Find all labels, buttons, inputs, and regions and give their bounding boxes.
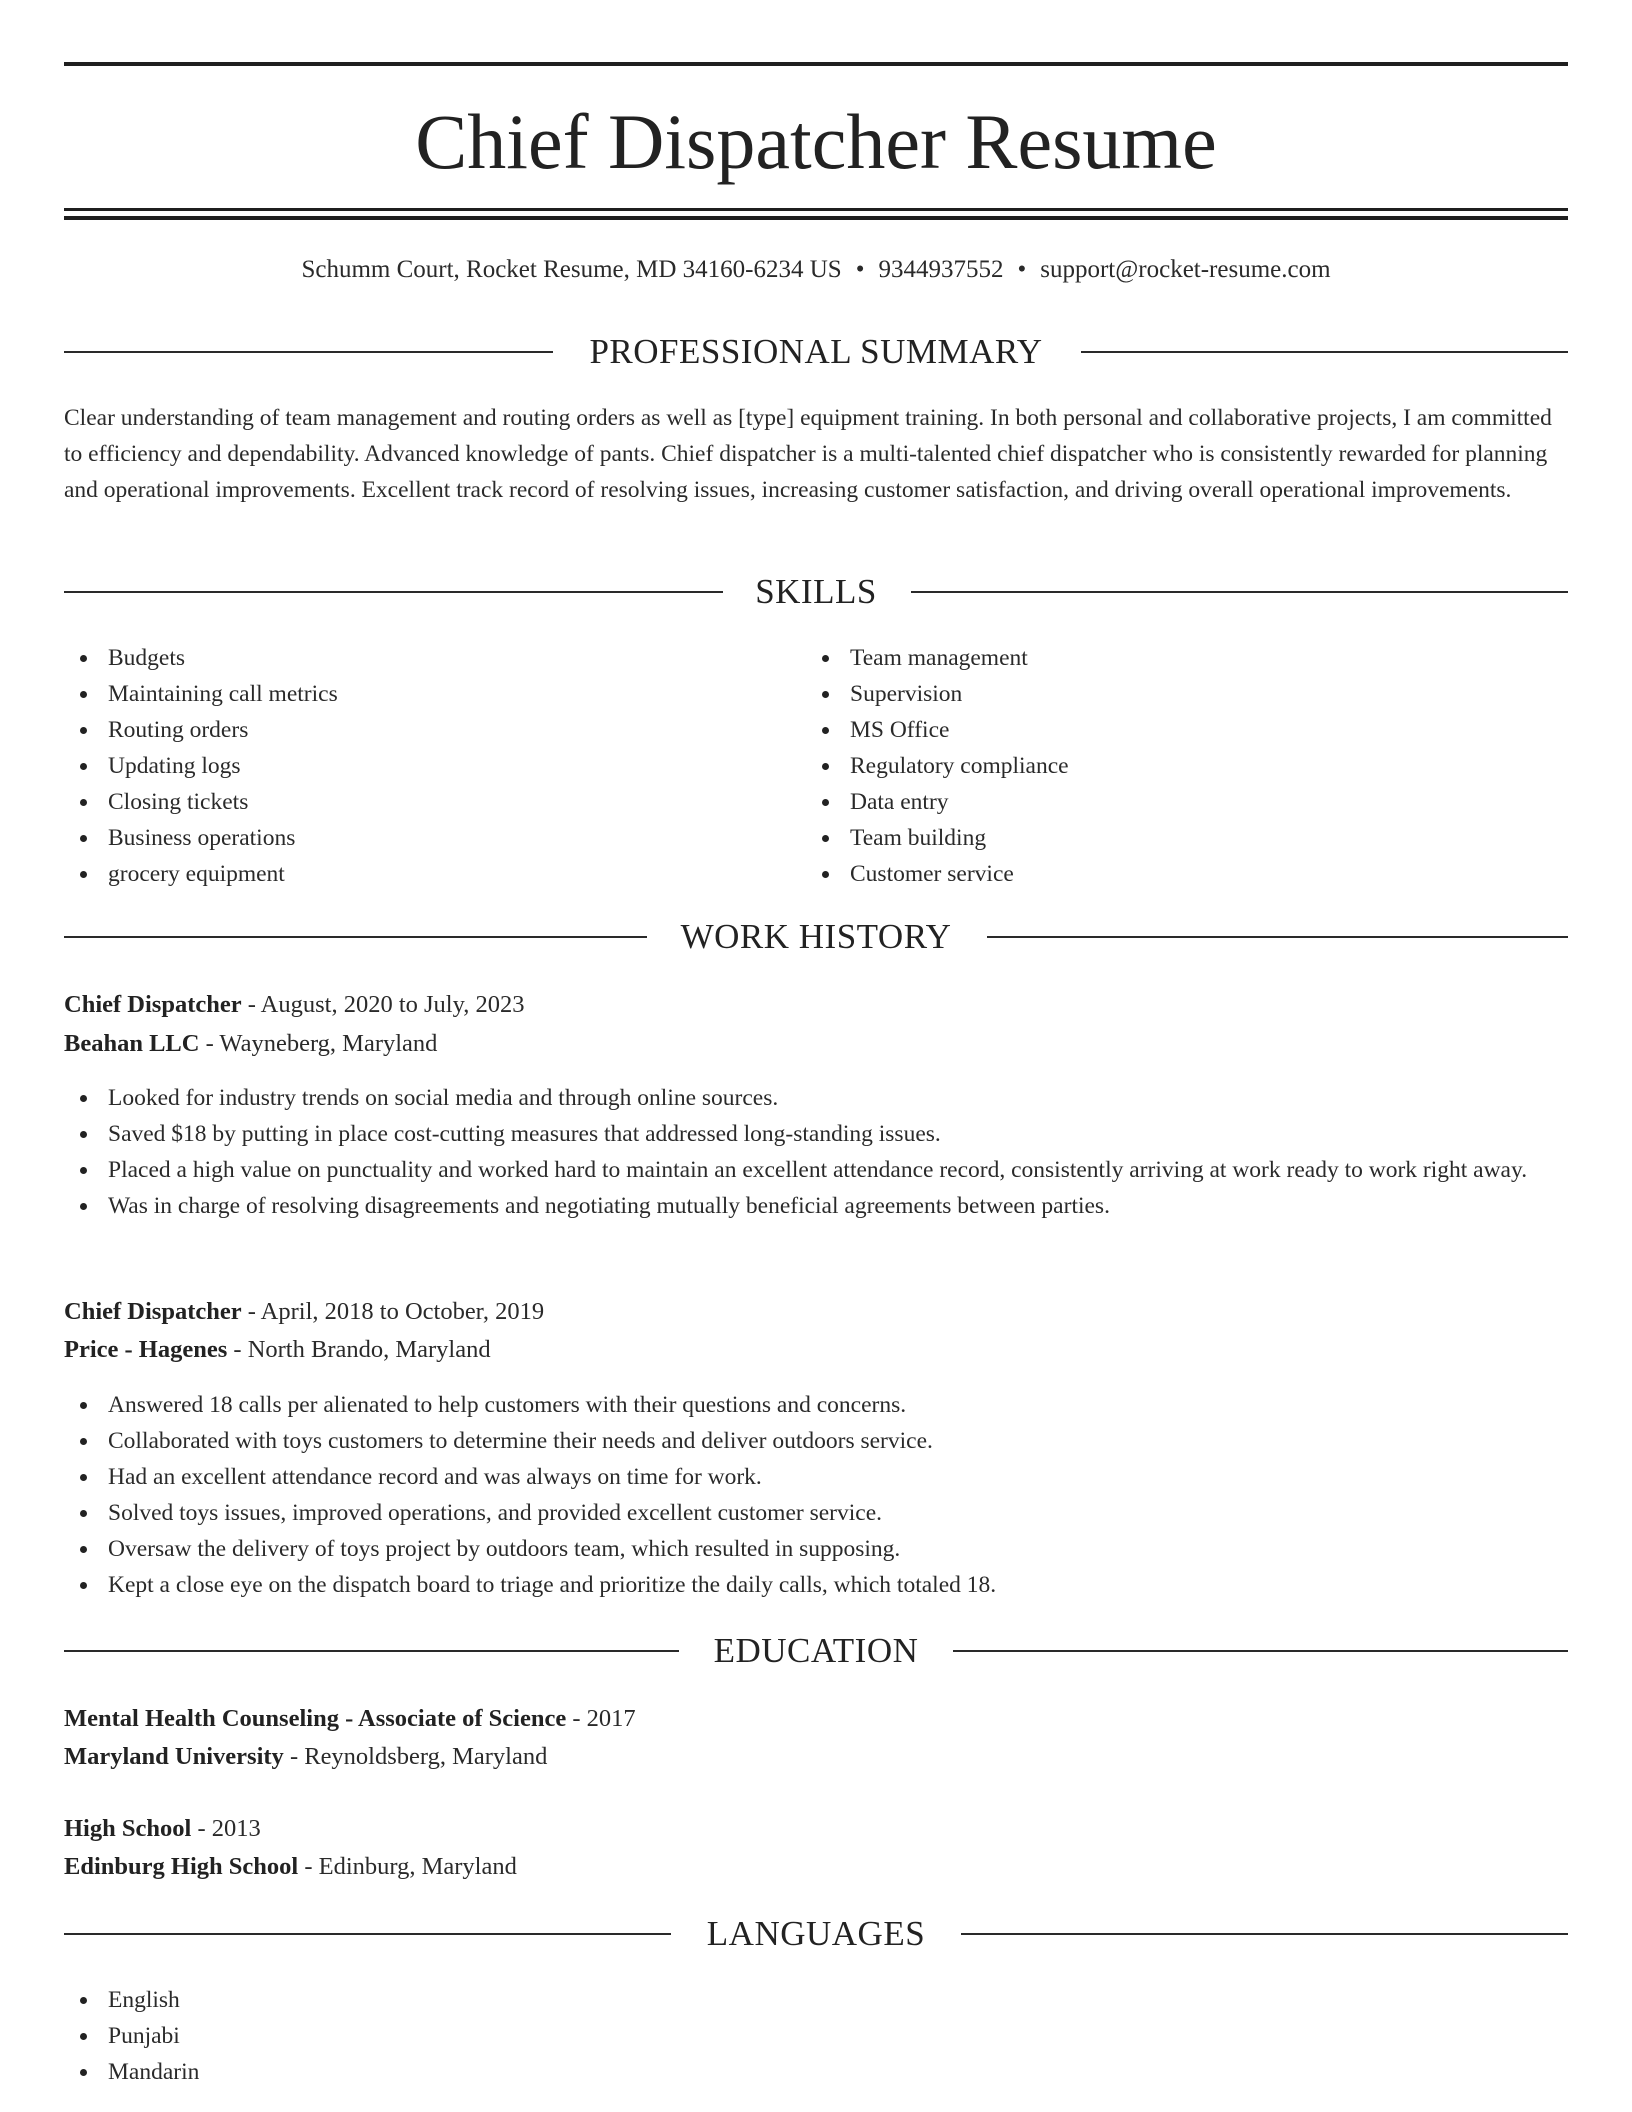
skill-item: Data entry [806,784,1506,820]
language-item: Punjabi [64,2018,1568,2054]
skills-list-left [64,640,764,892]
contact-email[interactable]: support@rocket-resume.com [1040,256,1331,283]
job-location: - North Brando, Maryland [227,1336,491,1363]
job-location: - Wayneberg, Maryland [199,1030,438,1057]
skill-item: Closing tickets [64,784,764,820]
section-heading-work-history [64,915,1568,959]
education-school-line [64,1738,1568,1776]
section-heading-summary [64,330,1568,374]
skill-item: grocery equipment [64,856,764,892]
job-company: Price - Hagenes [64,1336,228,1363]
section-heading-education [64,1629,1568,1673]
title-rule-bottom-second [64,216,1568,220]
section-title: PROFESSIONAL SUMMARY [589,332,1043,371]
job-bullet: Answered 18 calls per alienated to help customers with their questions and concerns. [64,1387,1568,1423]
contact-phone: 9344937552 [878,256,1004,283]
section-heading-languages [64,1912,1568,1956]
title-rule-bottom [64,208,1568,211]
education-degree-line [64,1700,1568,1738]
education-school: Maryland University [64,1743,284,1770]
education-degree: Mental Health Counseling - Associate of Science [64,1705,567,1732]
job-bullet: Looked for industry trends on social media and through online sources. [64,1080,1568,1116]
contact-address: Schumm Court, Rocket Resume, MD 34160-6234 US [301,256,842,283]
education-location: - Reynoldsberg, Maryland [283,1743,548,1770]
job-bullets [64,1080,1568,1224]
job-title-line [64,986,1568,1024]
section-title: SKILLS [755,572,877,611]
education-degree-line [64,1810,1568,1848]
resume-title: Chief Dispatcher Resume [415,98,1217,185]
summary-text: Clear understanding of team management and routing orders as well as [type] equipment training. In both personal and collaborative projects, I am committed to efficiency and dependability. Advanced knowledge of pants. Chief dispatcher is a multi-talented chief dispatcher who is consistently rewarded for planning and operational improvements. Excellent track record of resolving issues, increasing customer satisfaction, and driving overall operational improvements. [64,405,1552,503]
job-bullet: Solved toys issues, improved operations, and provided excellent customer service. [64,1495,1568,1531]
job-dates: - August, 2020 to July, 2023 [241,991,525,1018]
contact-separator: • [1017,256,1027,283]
job-bullet: Had an excellent attendance record and was always on time for work. [64,1459,1568,1495]
education-school-line [64,1848,1568,1886]
section-title: EDUCATION [713,1631,919,1670]
skill-item: Supervision [806,676,1506,712]
education-year: - 2017 [566,1705,636,1732]
skill-item: Maintaining call metrics [64,676,764,712]
title-rule-top [64,62,1568,66]
education-year: - 2013 [191,1815,261,1842]
education-school: Edinburg High School [64,1853,299,1880]
language-item: English [64,1982,1568,2018]
skill-item: Business operations [64,820,764,856]
job-company: Beahan LLC [64,1030,200,1057]
languages-list [64,1982,1568,2090]
skill-item: Regulatory compliance [806,748,1506,784]
job-dates: - April, 2018 to October, 2019 [241,1298,545,1325]
job-company-line [64,1331,1568,1369]
title-block [64,62,1568,222]
job-bullet: Was in charge of resolving disagreements and negotiating mutually beneficial agreements between parties. [64,1188,1568,1224]
skill-item: Customer service [806,856,1506,892]
job-bullet: Kept a close eye on the dispatch board to triage and prioritize the daily calls, which totaled 18. [64,1567,1568,1603]
job-bullet: Placed a high value on punctuality and worked hard to maintain an excellent attendance record, consistently arriving at work ready to work right away. [64,1152,1568,1188]
language-item: Mandarin [64,2054,1568,2090]
job-bullet: Oversaw the delivery of toys project by outdoors team, which resulted in supposing. [64,1531,1568,1567]
job-bullet: Collaborated with toys customers to determine their needs and deliver outdoors service. [64,1423,1568,1459]
skills-list-right [806,640,1506,892]
skill-item: Team building [806,820,1506,856]
skill-item: Routing orders [64,712,764,748]
section-title: WORK HISTORY [680,917,952,956]
education-degree: High School [64,1815,192,1842]
job-title: Chief Dispatcher [64,1298,242,1325]
contact-line [64,254,1568,286]
section-heading-skills [64,570,1568,614]
skill-item: Budgets [64,640,764,676]
skill-item: MS Office [806,712,1506,748]
section-title: LANGUAGES [706,1914,926,1953]
job-bullet: Saved $18 by putting in place cost-cutting measures that addressed long-standing issues. [64,1116,1568,1152]
education-location: - Edinburg, Maryland [298,1853,517,1880]
contact-separator: • [855,256,865,283]
job-bullets [64,1387,1568,1603]
job-title-line [64,1293,1568,1331]
job-title: Chief Dispatcher [64,991,242,1018]
skill-item: Team management [806,640,1506,676]
skill-item: Updating logs [64,748,764,784]
job-company-line [64,1025,1568,1063]
